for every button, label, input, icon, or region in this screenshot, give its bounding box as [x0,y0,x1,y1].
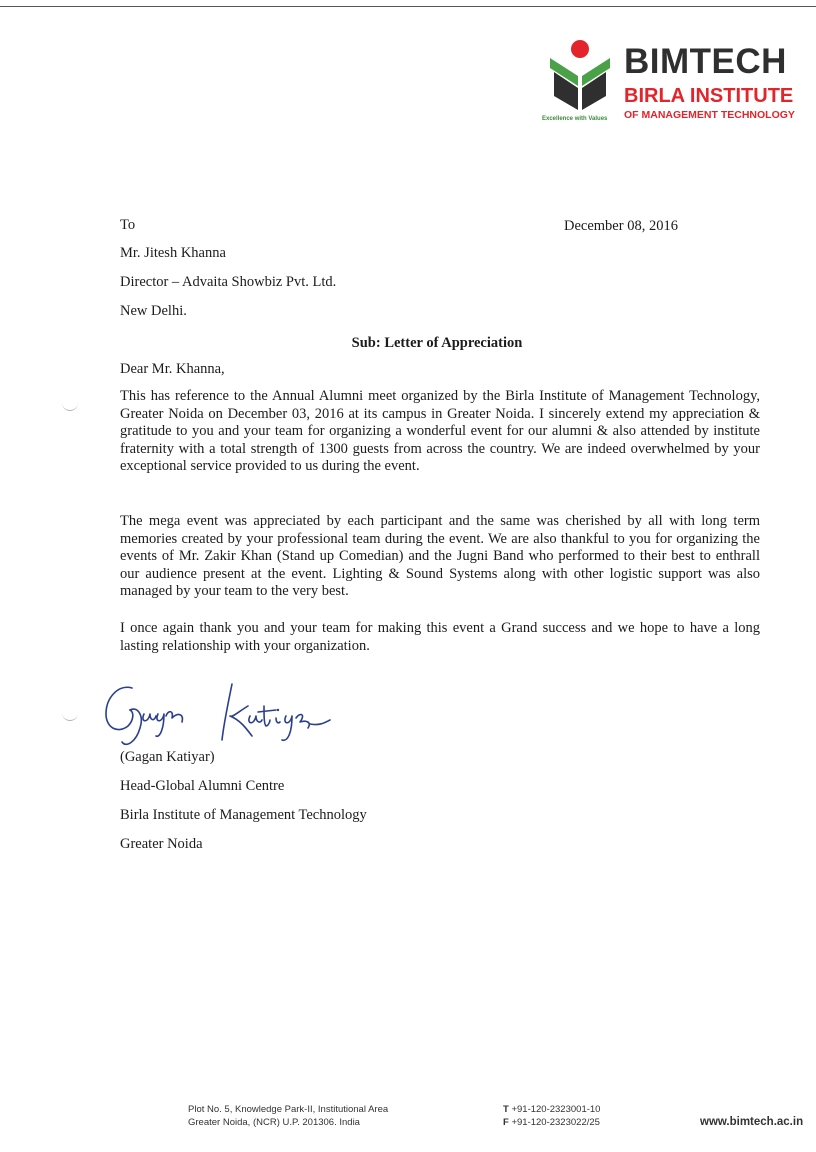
letter-date: December 08, 2016 [564,218,678,234]
signature [100,676,336,750]
logo-subtitle: OF MANAGEMENT TECHNOLOGY [624,109,795,121]
phone-label: T [503,1104,509,1115]
recipient-name: Mr. Jitesh Khanna [120,245,226,261]
logo-institute: BIRLA INSTITUTE [624,85,794,107]
salutation: Dear Mr. Khanna, [120,361,225,377]
footer-website[interactable]: www.bimtech.ac.in [700,1116,804,1128]
page-top-edge [0,6,816,7]
recipient-title: Director – Advaita Showbiz Pvt. Ltd. [120,274,337,290]
logo-tagline: Excellence with Values [542,116,608,122]
signatory-name: (Gagan Katiyar) [120,749,215,765]
punch-hole-mark [62,712,78,721]
footer-phone: +91-120-2323001-10 [511,1104,601,1115]
bimtech-emblem-icon [546,38,614,118]
footer-address [188,1103,388,1129]
bimtech-logo [540,34,816,130]
body-paragraph-2: The mega event was appreciated by each participant and the same was cherished by all with long term memories created by your professional team during the event. We are also thankful to you for organizing the events of Mr. Zakir Khan (Stand up Comedian) and the Jugni Band who performed to their best to enthrall our audience present at the event. Lighting & Sound Systems along with other logistic support was also managed by your team to the very best. [120,513,760,599]
body-paragraph-1: This has reference to the Annual Alumni meet organized by the Birla Institute of Management Technology, Greater Noida on December 03, 2016 at its campus in Greater Noida. I sincerely extend my appreciation & gratitude to you and your team for organizing a wonderful event for our alumni & also attended by institute fraternity with a total strength of 1300 guests from across the country. We are indeed overwhelmed by your exceptional service provided to us during the event. [120,388,760,474]
fax-label: F [503,1117,509,1128]
signatory-designation: Head-Global Alumni Centre [120,778,285,794]
letter-subject: Sub: Letter of Appreciation [351,335,523,351]
logo-name: BIMTECH [624,42,787,81]
punch-hole-mark [62,402,78,411]
signatory-organization: Birla Institute of Management Technology [120,807,367,823]
recipient-city: New Delhi. [120,303,187,319]
body-paragraph-3: I once again thank you and your team for making this event a Grand success and we hope to have a long lasting relationship with your organization. [120,620,760,654]
footer-address-line2: Greater Noida, (NCR) U.P. 201306. India [188,1117,360,1128]
footer-fax: +91-120-2323022/25 [511,1117,600,1128]
to-label: To [120,217,136,233]
signatory-location: Greater Noida [120,836,203,852]
footer-address-line1: Plot No. 5, Knowledge Park-II, Institutional Area [188,1104,389,1115]
footer-contact [503,1103,600,1129]
